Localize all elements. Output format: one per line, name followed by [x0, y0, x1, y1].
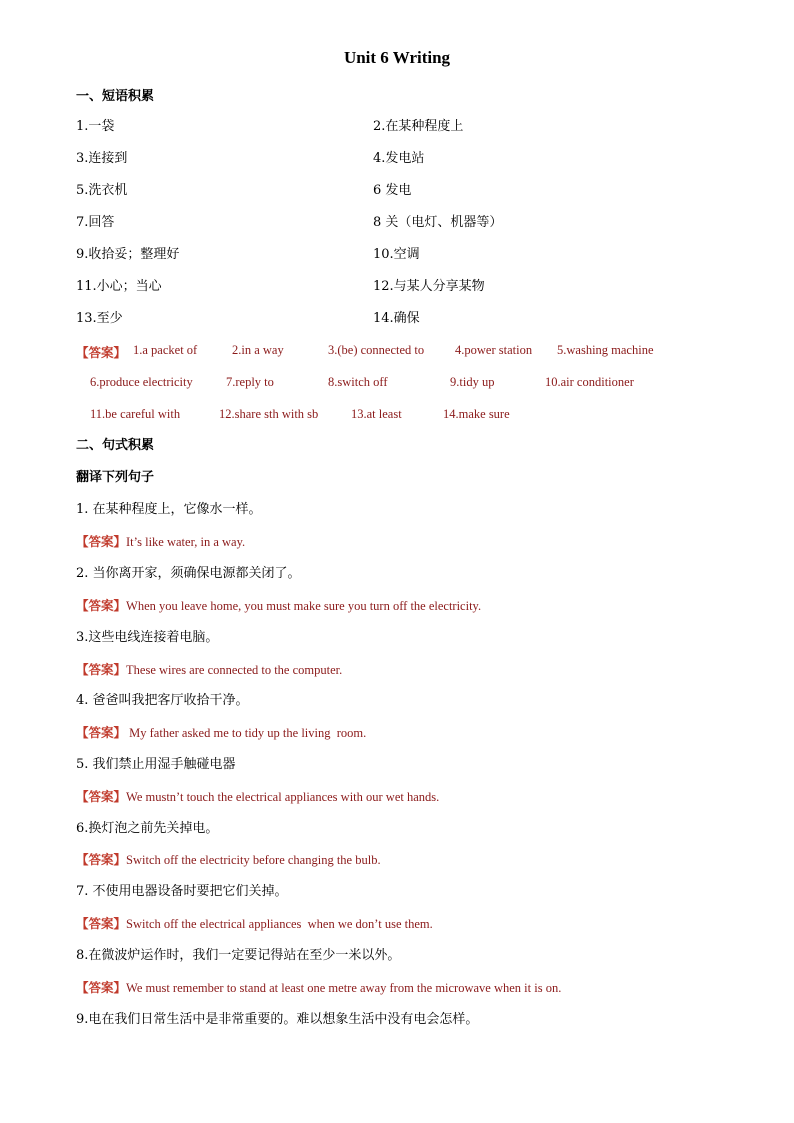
- answer-item: 9.tidy up: [450, 375, 495, 389]
- answer-text: Switch off the electrical appliances when we don’t use them.: [126, 917, 433, 931]
- phrase-row: [76, 309, 636, 341]
- answer-item: 14.make sure: [443, 407, 510, 421]
- question-item: 9.电在我们日常生活中是非常重要的。难以想象生活中没有电会怎样。: [76, 1012, 479, 1027]
- answer-tag: 【答案】: [76, 725, 127, 740]
- phrase-item: 7.回答: [76, 215, 115, 230]
- answer-item: 2.in a way: [232, 343, 284, 357]
- question-item: 2. 当你离开家，须确保电源都关闭了。: [76, 566, 301, 581]
- answer-line: [76, 979, 561, 998]
- answer-row: [76, 375, 716, 407]
- answer-tag: 【答案】: [76, 916, 127, 931]
- phrase-item: 9.收拾妥；整理好: [76, 247, 180, 262]
- answer-text: We mustn’t touch the electrical appliances with our wet hands.: [126, 790, 440, 804]
- phrase-row: [76, 277, 636, 309]
- question-item: 4. 爸爸叫我把客厅收拾干净。: [76, 693, 249, 708]
- answer-tag: 【答案】: [76, 598, 127, 613]
- phrase-row: [76, 245, 636, 277]
- phrase-item: 10.空调: [373, 247, 420, 262]
- answer-item: 10.air conditioner: [545, 375, 634, 389]
- phrase-item: 4.发电站: [373, 151, 425, 166]
- answer-line: [76, 724, 366, 743]
- answer-tag: 【答案】: [76, 345, 127, 360]
- answer-line: [76, 788, 439, 807]
- phrase-row: [76, 181, 636, 213]
- question-item: 1. 在某种程度上，它像水一样。: [76, 502, 262, 517]
- phrase-row: [76, 117, 636, 149]
- answer-line: [76, 851, 381, 870]
- phrase-item: 6 发电: [373, 183, 412, 198]
- answer-tag: 【答案】: [76, 852, 127, 867]
- phrase-item: 3.连接到: [76, 151, 128, 166]
- phrase-row: [76, 213, 636, 245]
- phrase-item: 14.确保: [373, 311, 420, 326]
- phrase-row: [76, 149, 636, 181]
- answer-item: 8.switch off: [328, 375, 388, 389]
- answer-text: It’s like water, in a way.: [126, 535, 246, 549]
- answer-line: [76, 597, 481, 616]
- answer-item: 1.a packet of: [133, 343, 198, 357]
- answer-row: [76, 407, 716, 439]
- question-item: 7. 不使用电器设备时要把它们关掉。: [76, 884, 288, 899]
- question-item: 8.在微波炉运作时，我们一定要记得站在至少一米以外。: [76, 948, 401, 963]
- answer-tag: 【答案】: [76, 980, 127, 995]
- section1-heading: 一、短语积累: [76, 89, 155, 104]
- phrase-item: 12.与某人分享某物: [373, 279, 485, 294]
- answer-text: We must remember to stand at least one metre away from the microwave when it is on.: [126, 981, 562, 995]
- answer-item: 3.(be) connected to: [328, 343, 425, 357]
- answer-line: [76, 915, 433, 934]
- phrase-item: 8 关（电灯、机器等）: [373, 215, 503, 230]
- answer-row: [76, 343, 716, 375]
- answer-text: Switch off the electricity before changing the bulb.: [126, 853, 381, 867]
- phrase-item: 5.洗衣机: [76, 183, 128, 198]
- question-item: 5. 我们禁止用湿手触碰电器: [76, 757, 236, 772]
- answer-text: When you leave home, you must make sure you turn off the electricity.: [126, 599, 482, 613]
- answer-item: 6.produce electricity: [90, 375, 193, 389]
- answer-item: 7.reply to: [226, 375, 274, 389]
- answer-tag: 【答案】: [76, 789, 127, 804]
- phrase-item: 13.至少: [76, 311, 123, 326]
- answer-item: 11.be careful with: [90, 407, 181, 421]
- section2-heading: 二、句式积累: [76, 438, 155, 453]
- answer-item: 13.at least: [351, 407, 402, 421]
- answer-item: 4.power station: [455, 343, 533, 357]
- question-item: 3.这些电线连接着电脑。: [76, 630, 219, 645]
- phrase-item: 1.一袋: [76, 119, 115, 134]
- answer-line: [76, 533, 245, 552]
- phrase-answers: [76, 343, 716, 439]
- answer-tag: 【答案】: [76, 534, 127, 549]
- answer-tag: 【答案】: [76, 662, 127, 677]
- page-title: Unit 6 Writing: [343, 48, 451, 67]
- phrase-item: 2.在某种程度上: [373, 119, 464, 134]
- answer-text: My father asked me to tidy up the living room.: [126, 726, 367, 740]
- answer-line: [76, 661, 342, 680]
- phrase-list: [76, 117, 636, 341]
- phrase-item: 11.小心；当心: [76, 279, 162, 294]
- section2-subheading: 翻译下列句子: [76, 470, 155, 485]
- answer-item: 12.share sth with sb: [219, 407, 319, 421]
- answer-item: 5.washing machine: [557, 343, 654, 357]
- question-item: 6.换灯泡之前先关掉电。: [76, 821, 219, 836]
- answer-text: These wires are connected to the computer.: [126, 663, 343, 677]
